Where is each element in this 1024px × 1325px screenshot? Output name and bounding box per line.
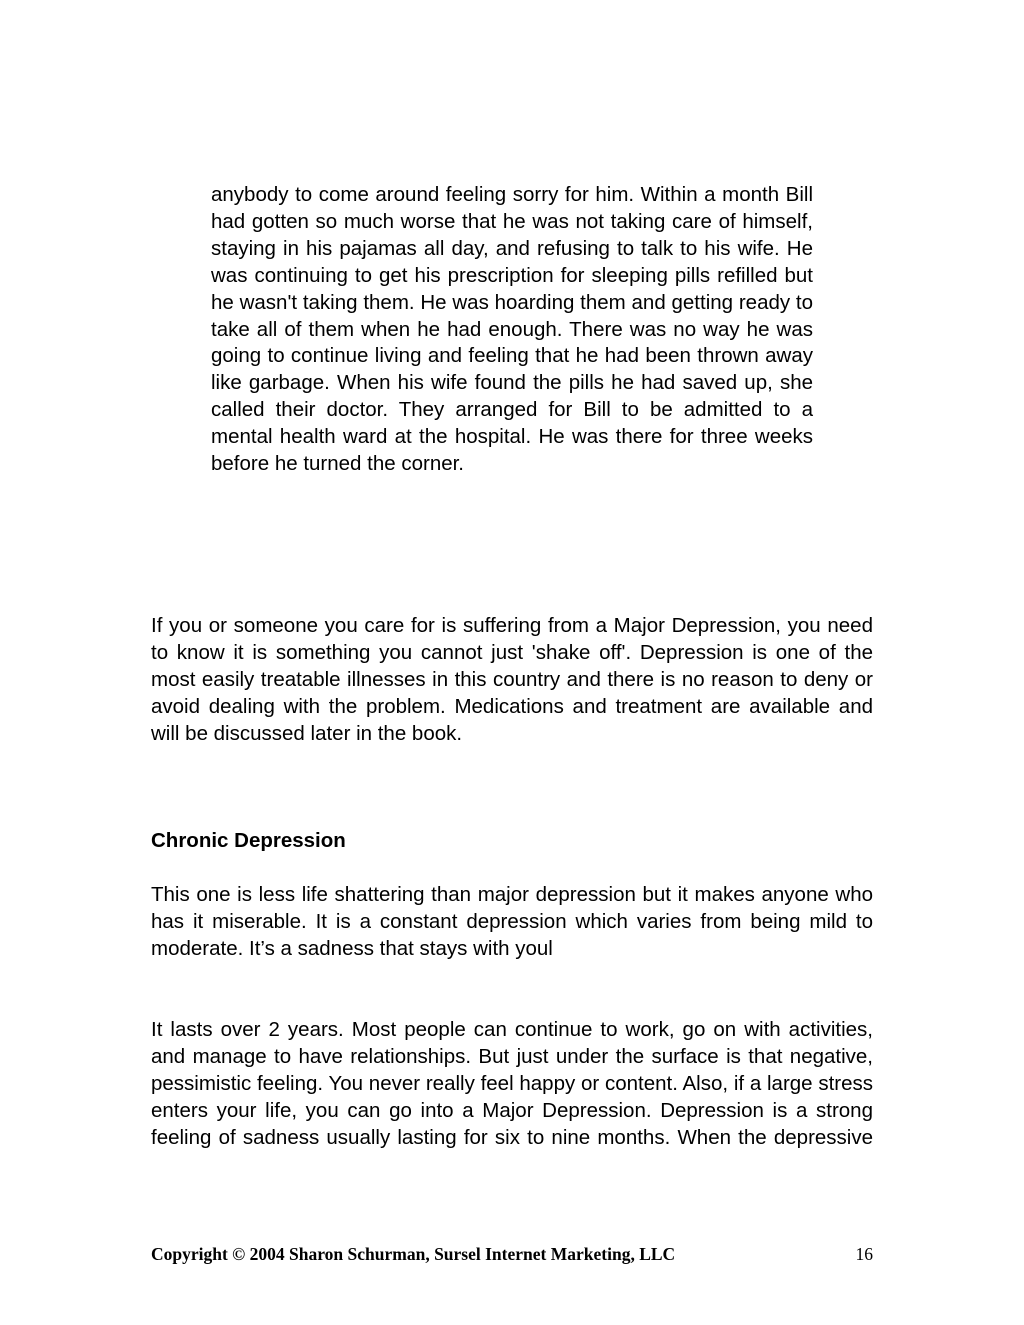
body-paragraph-chronic-intro: This one is less life shattering than major depression but it makes anyone who has it miserable. It is a constant depression which varies from being mild to moderate. It’s a sadness that stays with youl bbox=[151, 883, 873, 960]
indented-story-paragraph: anybody to come around feeling sorry for him. Within a month Bill had gotten so much worse that he was not taking care of himself, staying in his pajamas all day, and refusing to talk to his wife. He was continuing to get his prescription for sleeping pills refilled but he wasn't taking them. He was hoarding them and getting ready to take all of them when he had enough. There was no way he was going to continue living and feeling that he had been thrown away like garbage. When his wife found the pills he had saved up, she called their doctor. They arranged for Bill to be admitted to a mental health ward at the hospital. He was there for three weeks before he turned the corner. bbox=[211, 183, 813, 476]
body-paragraph-chronic-duration: It lasts over 2 years. Most people can continue to work, go on with activities, and manage to have relationships. But just under the surface is that negative, pessimistic feeling. You never really feel happy or content. Also, if a large stress enters your life, you can go into a Major Depression. Depression is a strong feeling of sadness usually lasting for six to nine months. When the depressive bbox=[151, 1018, 873, 1149]
body-paragraph-major-depression: If you or someone you care for is suffering from a Major Depression, you need to know it is something you cannot just 'shake off'. Depression is one of the most easily treatable illnesses in this country and there is no reason to deny or avoid dealing with the problem. Medications and treatment are available and will be discussed later in the book. bbox=[151, 614, 873, 745]
copyright-notice: Copyright © 2004 Sharon Schurman, Sursel Internet Marketing, LLC bbox=[151, 1244, 676, 1264]
page-number: 16 bbox=[855, 1244, 873, 1264]
section-heading: Chronic Depression bbox=[151, 829, 346, 852]
